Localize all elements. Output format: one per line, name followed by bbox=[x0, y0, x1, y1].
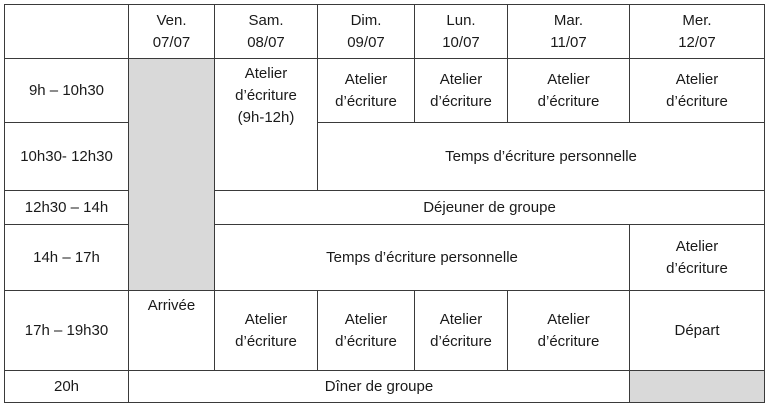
time-label: 20h bbox=[5, 371, 129, 403]
corner-cell bbox=[5, 5, 129, 59]
day-date: 08/07 bbox=[247, 33, 285, 51]
row-14h bbox=[5, 225, 765, 291]
day-name: Lun. bbox=[446, 11, 476, 29]
cell-depart: Départ bbox=[630, 291, 765, 371]
cell-text: d’écriture bbox=[335, 92, 397, 110]
day-header-sun bbox=[318, 5, 415, 59]
cell-text: Atelier bbox=[547, 310, 590, 328]
grey-cell-wed-evening bbox=[630, 371, 765, 403]
cell-text: (9h-12h) bbox=[237, 109, 295, 126]
day-name: Mer. bbox=[682, 11, 712, 29]
cell-sat-morning bbox=[215, 59, 318, 191]
time-label: 10h30- 12h30 bbox=[5, 123, 129, 191]
cell-text: Atelier bbox=[439, 310, 483, 328]
day-header-fri bbox=[129, 5, 215, 59]
day-date: 09/07 bbox=[347, 33, 385, 51]
cell-dejeuner: Déjeuner de groupe bbox=[215, 191, 765, 225]
cell-text: d’écriture bbox=[537, 332, 600, 350]
day-date: 10/07 bbox=[442, 33, 480, 51]
day-date: 07/07 bbox=[152, 33, 191, 51]
cell-mon-atelier bbox=[415, 59, 508, 123]
cell-text: Atelier bbox=[344, 310, 388, 328]
cell-tue-evening-atelier bbox=[508, 291, 630, 371]
cell-text: Atelier bbox=[244, 65, 288, 82]
cell-text: d’écriture bbox=[666, 92, 728, 110]
schedule-table bbox=[4, 4, 765, 403]
cell-mon-evening-atelier bbox=[415, 291, 508, 371]
time-label: 14h – 17h bbox=[5, 225, 129, 291]
day-header-wed bbox=[630, 5, 765, 59]
cell-temps-perso-afternoon: Temps d’écriture personnelle bbox=[215, 225, 630, 291]
day-header-tue bbox=[508, 5, 630, 59]
cell-diner: Dîner de groupe bbox=[129, 371, 630, 403]
cell-tue-atelier bbox=[508, 59, 630, 123]
cell-sun-evening-atelier bbox=[318, 291, 415, 371]
cell-text: Atelier bbox=[675, 70, 719, 88]
cell-text: d’écriture bbox=[430, 92, 492, 110]
day-name: Ven. bbox=[156, 11, 187, 29]
header-row bbox=[5, 5, 765, 59]
cell-text: Atelier bbox=[675, 237, 719, 255]
row-20h bbox=[5, 371, 765, 403]
cell-temps-perso-morning: Temps d’écriture personnelle bbox=[318, 123, 765, 191]
cell-text: d’écriture bbox=[666, 259, 728, 277]
row-17h bbox=[5, 291, 765, 371]
cell-text: Atelier bbox=[439, 70, 483, 88]
cell-sat-evening-atelier bbox=[215, 291, 318, 371]
day-header-mon bbox=[415, 5, 508, 59]
cell-wed-atelier bbox=[630, 59, 765, 123]
cell-text: Atelier bbox=[547, 70, 590, 88]
time-label: 17h – 19h30 bbox=[5, 291, 129, 371]
cell-text: Atelier bbox=[244, 310, 288, 328]
grey-cell-fri bbox=[129, 59, 215, 291]
day-name: Sam. bbox=[248, 11, 284, 29]
day-header-sat bbox=[215, 5, 318, 59]
cell-sun-atelier bbox=[318, 59, 415, 123]
cell-text: d’écriture bbox=[335, 332, 397, 350]
day-name: Dim. bbox=[350, 11, 382, 29]
cell-wed-atelier-afternoon bbox=[630, 225, 765, 291]
time-label: 12h30 – 14h bbox=[5, 191, 129, 225]
row-10h30 bbox=[5, 123, 765, 191]
cell-text: d’écriture bbox=[537, 92, 600, 110]
day-date: 11/07 bbox=[550, 33, 587, 51]
cell-text: d’écriture bbox=[235, 87, 297, 104]
cell-text: d’écriture bbox=[235, 332, 297, 350]
cell-text: d’écriture bbox=[430, 332, 492, 350]
row-9h bbox=[5, 59, 765, 123]
row-12h30 bbox=[5, 191, 765, 225]
day-name: Mar. bbox=[553, 11, 584, 29]
time-label: 9h – 10h30 bbox=[5, 59, 129, 123]
cell-arrivee: Arrivée bbox=[129, 291, 215, 371]
day-date: 12/07 bbox=[678, 33, 716, 51]
cell-text: Atelier bbox=[344, 70, 388, 88]
